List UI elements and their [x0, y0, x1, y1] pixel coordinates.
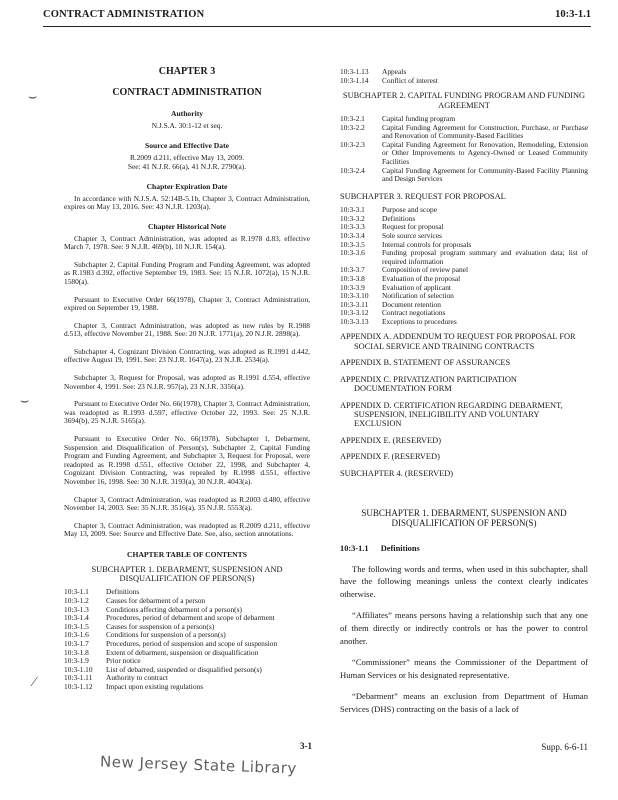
- toc-entry-number: 10:3-2.2: [340, 122, 365, 132]
- toc-entry-number: 10:3-1.11: [64, 673, 93, 683]
- appendix-entry: APPENDIX D. CERTIFICATION REGARDING DEBARMENT, SUSPENSION, INELIGIBILITY AND VOLUNTARY EXCLUSION: [340, 400, 563, 429]
- toc-heading: CHAPTER TABLE OF CONTENTS: [127, 549, 247, 559]
- toc-entry-number: 10:3-2.1: [340, 114, 365, 123]
- toc-entry: [340, 215, 588, 224]
- right-column: [340, 68, 588, 724]
- left-column: [64, 68, 310, 698]
- toc-entry-title: Conditions for suspension of a person(s): [106, 630, 226, 640]
- body-paragraph: The following words and terms, when used in this subchapter, shall have the following meanings unless the context clearly indicates otherwise.: [340, 563, 588, 599]
- toc-subchapter-4: SUBCHAPTER 4. (RESERVED): [340, 468, 454, 478]
- toc-entry-number: 10:3-1.6: [64, 630, 89, 640]
- toc-entry-title: Internal controls for proposals: [382, 239, 472, 249]
- toc-entry-number: 10:3-3.7: [340, 265, 365, 275]
- toc-entry-number: 10:3-3.12: [340, 308, 369, 318]
- toc-entry-number: 10:3-1.12: [64, 681, 93, 691]
- toc-entry-title: Procedures, period of debarment and scope of debarment: [106, 613, 275, 623]
- margin-check-mark: ⌣: [20, 394, 30, 409]
- toc-entry-title: Definitions: [382, 213, 416, 223]
- toc-entry-title: Capital funding program: [382, 114, 456, 123]
- toc-entry: [340, 167, 588, 184]
- toc-entry: [340, 309, 588, 318]
- toc-entry-number: 10:3-3.8: [340, 273, 365, 283]
- toc-entry-number: 10:3-1.4: [64, 613, 89, 623]
- body-paragraph: “Commissioner” means the Commissioner of the Department of Human Services or his designated representative.: [340, 657, 588, 680]
- rule-number: 10:3-1.1: [340, 543, 369, 553]
- appendix-entry: APPENDIX C. PRIVATIZATION PARTICIPATION DOCUMENTATION FORM: [340, 374, 517, 394]
- toc-entry-number: 10:3-3.5: [340, 239, 365, 249]
- toc-entry-number: 10:3-1.10: [64, 664, 93, 674]
- toc-entry-title: Contract negotiations: [382, 308, 446, 318]
- toc-entry-title: Authority to contract: [106, 673, 168, 683]
- toc-entry-number: 10:3-2.3: [340, 139, 365, 149]
- authority-text: N.J.S.A. 30:1-12 et seq.: [151, 120, 223, 130]
- toc-entry-number: 10:3-3.11: [340, 299, 369, 309]
- history-note: Pursuant to Executive Order No. 66(1978), Chapter 3, Contract Administration, was readopted as R.1993 d.597, effective October 22, 1993. See: 25 N.J.R. 3694(b), 25 N.J.R. 5165(a).: [64, 399, 310, 426]
- toc-entry-number: 10:3-1.14: [340, 75, 369, 85]
- toc-entry-title: List of debarred, suspended or disqualified person(s): [106, 664, 262, 674]
- toc-entry-title: Notification of selection: [382, 291, 454, 301]
- toc-entry-number: 10:3-1.5: [64, 621, 89, 631]
- history-note: Chapter 3, Contract Administration, was adopted as new rules by R.1988 d.513, effective November 21, 1988. See: 20 N.J.R. 1771(a), 20 N.J.R. 2898(a).: [64, 320, 310, 339]
- toc-subchapter-2-heading: SUBCHAPTER 2. CAPITAL FUNDING PROGRAM AND FUNDING AGREEMENT: [342, 91, 586, 110]
- toc-entry-number: 10:3-3.2: [340, 213, 365, 223]
- history-note: Subchapter 2, Capital Funding Program and Funding Agreement, was adopted as R.1983 d.392, effective September 19, 1983. See: 15 N.J.R. 1072(a), 15 N.J.R. 1580(a).: [64, 259, 310, 286]
- history-notes: [64, 235, 310, 539]
- toc-entry-title: Capital Funding Agreement for Construction, Purchase, or Purchase and Renovation of Community-Based Facilities: [382, 122, 588, 141]
- chapter-number: CHAPTER 3: [158, 66, 216, 77]
- toc-entry: [340, 266, 588, 275]
- header-title: CONTRACT ADMINISTRATION: [43, 9, 205, 20]
- expiration-text: In accordance with N.J.S.A. 52:14B-5.1b, Chapter 3, Contract Administration, expires on May 13, 2016. See: 43 N.J.R. 1203(a).: [64, 193, 310, 212]
- toc-subchapter-3-heading: SUBCHAPTER 3. REQUEST FOR PROPOSAL: [340, 191, 506, 201]
- history-note: Subchapter 3, Request for Proposal, was adopted as R.1991 d.554, effective November 4, 1991. See: 23 N.J.R. 957(a), 23 N.J.R. 3356(a).: [64, 373, 310, 391]
- toc-entry: [340, 318, 588, 327]
- toc-subchapter-1-heading: SUBCHAPTER 1. DEBARMENT, SUSPENSION AND DISQUALIFICATION OF PERSON(S): [91, 564, 283, 583]
- library-stamp: New Jersey State Library: [99, 752, 298, 778]
- toc-entry-number: 10:3-1.2: [64, 595, 89, 605]
- margin-check-mark: ⁄: [33, 675, 36, 690]
- body-paragraph: “Affiliates” means persons having a relationship such that any one of them directly or indirectly controls or has the power to control another.: [340, 610, 588, 646]
- toc-entry-title: Request for proposal: [382, 222, 444, 232]
- toc-entry-number: 10:3-1.1: [64, 587, 89, 597]
- toc-entry: [340, 275, 588, 284]
- history-note: Pursuant to Executive Order 66(1978), Chapter 3, Contract Administration, expired on September 19, 1988.: [64, 294, 310, 313]
- toc-entry-number: 10:3-3.13: [340, 316, 369, 326]
- toc-entry-number: 10:3-3.4: [340, 230, 365, 240]
- toc-entry-title: Evaluation of applicant: [382, 282, 451, 292]
- source-text: R.2009 d.211, effective May 13, 2009. See: 41 N.J.R. 66(a), 41 N.J.R. 2790(a).: [127, 152, 247, 171]
- toc-entry: [340, 223, 588, 232]
- toc-entry: [340, 68, 588, 77]
- toc-entry-title: Sole source services: [382, 230, 442, 240]
- toc-entry-number: 10:3-3.10: [340, 291, 369, 301]
- page-number: 3-1: [300, 741, 312, 751]
- toc-entry: [340, 206, 588, 215]
- toc-entry-title: Evaluation of the proposal: [382, 273, 461, 283]
- toc-entry-title: Capital Funding Agreement for Renovation, Remodeling, Extension or Other Improvements to Agency-Owned or Leased Community Facilities: [382, 139, 588, 166]
- toc-entry: [64, 683, 310, 692]
- toc-entry: [340, 301, 588, 310]
- toc-subchapter-3-list: [340, 206, 588, 326]
- toc-entry-title: Purpose and scope: [382, 205, 438, 215]
- toc-entry-title: Impact upon existing regulations: [106, 681, 204, 691]
- rule-title: Definitions: [380, 543, 420, 553]
- toc-subchapter-1-continued: [340, 68, 588, 85]
- toc-entry-title: Extent of debarment, suspension or disqualification: [106, 647, 259, 657]
- toc-entry-title: Causes for debarment of a person: [106, 595, 206, 605]
- toc-entry: [340, 77, 588, 86]
- toc-entry-number: 10:3-1.13: [340, 67, 369, 76]
- header-section: 10:3-1.1: [555, 9, 591, 20]
- toc-entry-number: 10:3-3.6: [340, 248, 365, 258]
- appendix-entry: APPENDIX F. (RESERVED): [340, 452, 440, 462]
- history-note: Pursuant to Executive Order No. 66(1978), Subchapter 1, Debarment, Suspension and Disqualification of Person(s), Subchapter 2, Capital Funding Program and Funding Agreement, and Subchapter 3, Request for Proposal, were readopted as R.1998 d.551, effective October 22, 1998, and Subchapter 4, Cognizant Division Contracting, was repealed by R.1998 d.551, effective November 16, 1998. See: 30 N.J.R. 3193(a), 30 N.J.R. 4043(a).: [64, 434, 310, 486]
- toc-entry-title: Funding proposal program summary and evaluation data; list of required information: [382, 248, 588, 266]
- toc-entry-title: Appeals: [382, 67, 407, 76]
- appendix-entry: APPENDIX E. (RESERVED): [340, 435, 441, 445]
- toc-entry-number: 10:3-1.9: [64, 656, 89, 666]
- toc-entry-title: Conditions affecting debarment of a person(s): [106, 604, 242, 614]
- subchapter-1-heading: SUBCHAPTER 1. DEBARMENT, SUSPENSION AND DISQUALIFICATION OF PERSON(S): [361, 507, 567, 529]
- toc-entry: [64, 649, 310, 658]
- expiration-heading: Chapter Expiration Date: [146, 182, 228, 192]
- authority-heading: Authority: [170, 109, 204, 119]
- toc-entry-title: Exceptions to procedures: [382, 316, 457, 326]
- toc-entry-title: Composition of review panel: [382, 265, 469, 275]
- rule-heading: [340, 545, 588, 554]
- toc-entry-number: 10:3-3.1: [340, 205, 365, 215]
- toc-entry: [340, 141, 588, 167]
- toc-entry-number: 10:3-3.3: [340, 222, 365, 232]
- toc-entry-number: 10:3-3.9: [340, 282, 365, 292]
- toc-entry-title: Conflict of interest: [382, 75, 438, 85]
- toc-entry: [340, 249, 588, 266]
- toc-entry: [64, 666, 310, 675]
- appendix-list: [340, 332, 588, 461]
- toc-entry-number: 10:3-1.7: [64, 638, 89, 648]
- supplement-date: Supp. 6-6-11: [541, 742, 588, 752]
- toc-entry-number: 10:3-1.8: [64, 647, 89, 657]
- toc-entry-title: Capital Funding Agreement for Community-Based Facility Planning and Design Services: [382, 165, 588, 184]
- margin-check-mark: ⌣: [28, 90, 38, 105]
- toc-entry-title: Document retention: [382, 299, 441, 309]
- appendix-entry: APPENDIX B. STATEMENT OF ASSURANCES: [340, 358, 511, 368]
- toc-entry: [340, 124, 588, 141]
- history-heading: Chapter Historical Note: [148, 221, 226, 231]
- running-header: [43, 6, 591, 27]
- toc-entry-title: Causes for suspension of a person(s): [106, 621, 215, 631]
- history-note: Subchapter 4, Cognizant Division Contracting, was adopted as R.1991 d.442, effective August 19, 1991. See: 23 N.J.R. 1647(a), 23 N.J.R. 2534(a).: [64, 346, 310, 365]
- history-note: Chapter 3, Contract Administration, was readopted as R.2003 d.480, effective November 14, 2003. See: 35 N.J.R. 3516(a), 35 N.J.R. 5553(a).: [64, 494, 310, 513]
- toc-subchapter-2-list: [340, 115, 588, 184]
- chapter-title: CONTRACT ADMINISTRATION: [112, 86, 262, 98]
- toc-entry-number: 10:3-2.4: [340, 165, 365, 175]
- toc-subchapter-1-list: [64, 588, 310, 691]
- source-heading: Source and Effective Date: [144, 141, 229, 151]
- history-note: Chapter 3, Contract Administration, was readopted as R.2009 d.211, effective May 13, 2009. See: Source and Effective Date. See, also, section annotations.: [64, 520, 310, 539]
- toc-entry-title: Prior notice: [106, 656, 141, 666]
- toc-entry-title: Definitions: [106, 587, 140, 597]
- history-note: Chapter 3, Contract Administration, was adopted as R.1978 d.83, effective March 7, 1978. See: 9 N.J.R. 469(b), 10 N.J.R. 154(a).: [64, 233, 310, 252]
- toc-entry: [340, 284, 588, 293]
- toc-entry: [340, 292, 588, 301]
- appendix-entry: APPENDIX A. ADDENDUM TO REQUEST FOR PROPOSAL FOR SOCIAL SERVICE AND TRAINING CONTRACTS: [340, 332, 576, 351]
- rule-body: [340, 563, 588, 716]
- toc-entry-title: Procedures, period of suspension and scope of suspension: [106, 638, 278, 648]
- body-paragraph: “Debarment” means an exclusion from Department of Human Services (DHS) contracting on the basis of a lack of: [340, 691, 588, 714]
- toc-entry-number: 10:3-1.3: [64, 604, 89, 614]
